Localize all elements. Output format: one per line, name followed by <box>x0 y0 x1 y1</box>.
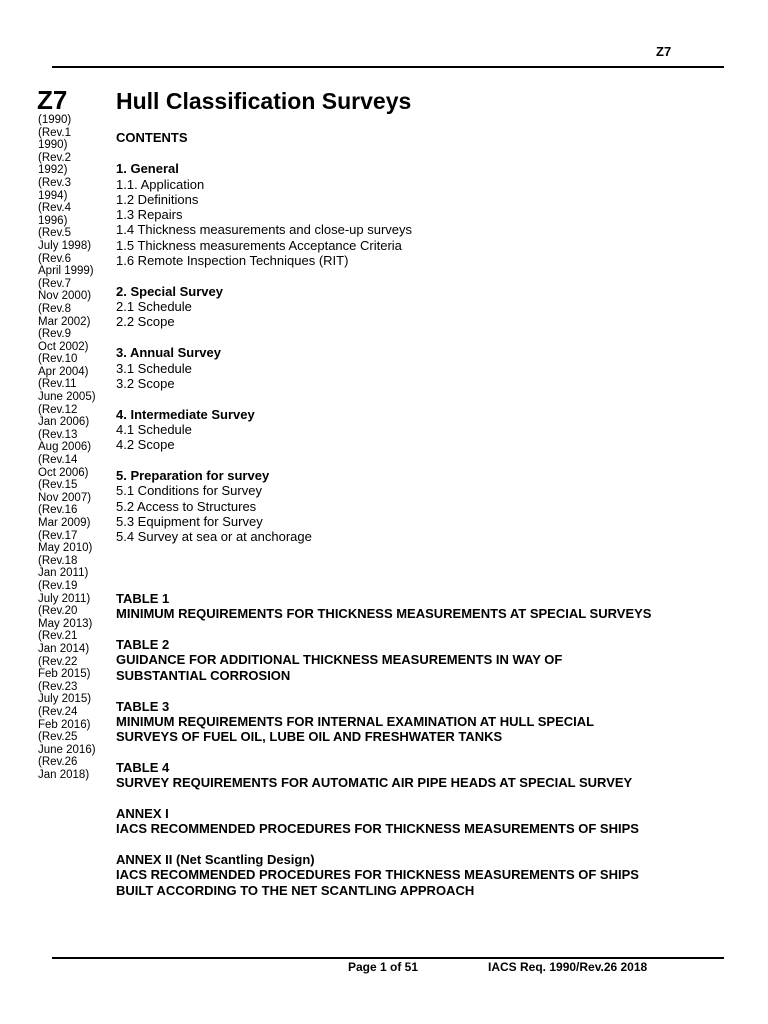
toc-item: 5.2 Access to Structures <box>116 498 257 514</box>
toc-table-title: MINIMUM REQUIREMENTS FOR INTERNAL EXAMINATION AT HULL SPECIAL <box>116 713 595 729</box>
revision-entry: (Rev.17 <box>38 529 78 542</box>
revision-entry: (Rev.25 <box>38 731 78 744</box>
revision-entry: 1994) <box>38 189 68 202</box>
revision-entry: (Rev.4 <box>38 202 72 215</box>
toc-item: 3.1 Schedule <box>116 360 192 376</box>
toc-table-entry <box>116 699 716 745</box>
table-of-contents <box>116 130 716 913</box>
toc-item: 1.1. Application <box>116 176 205 192</box>
revision-entry: June 2016) <box>38 743 96 756</box>
revision-entry: (Rev.19 <box>38 579 78 592</box>
header-document-code: Z7 <box>656 44 672 59</box>
revision-entry: (Rev.14 <box>38 454 78 467</box>
revision-entry: (Rev.16 <box>38 504 78 517</box>
revision-entry: May 2010) <box>38 542 93 555</box>
footer-page-number: Page 1 of 51 <box>348 960 419 974</box>
toc-table-title: IACS RECOMMENDED PROCEDURES FOR THICKNESS MEASUREMENTS OF SHIPS <box>116 821 639 837</box>
toc-table-entry <box>116 852 716 898</box>
toc-table-title: IACS RECOMMENDED PROCEDURES FOR THICKNESS MEASUREMENTS OF SHIPS <box>116 867 639 883</box>
toc-table-title: MINIMUM REQUIREMENTS FOR THICKNESS MEASUREMENTS AT SPECIAL SURVEYS <box>116 606 652 622</box>
toc-section <box>116 345 716 391</box>
toc-table-entry <box>116 760 716 791</box>
toc-section-heading: 5. Preparation for survey <box>116 468 270 484</box>
revision-entry: Feb 2015) <box>38 668 91 681</box>
revision-entry: April 1999) <box>38 265 94 278</box>
revision-entry: Jan 2006) <box>38 416 90 429</box>
toc-item: 5.1 Conditions for Survey <box>116 483 262 499</box>
toc-table-title: BUILT ACCORDING TO THE NET SCANTLING APPROACH <box>116 882 475 898</box>
toc-table-title: SURVEYS OF FUEL OIL, LUBE OIL AND FRESHWATER TANKS <box>116 729 503 745</box>
revision-entry: Oct 2002) <box>38 340 89 353</box>
revision-entry: Feb 2016) <box>38 718 91 731</box>
revision-entry: Jan 2014) <box>38 642 90 655</box>
revision-entry: July 1998) <box>38 239 92 252</box>
revision-entry: Nov 2000) <box>38 290 92 303</box>
toc-item: 1.4 Thickness measurements and close-up surveys <box>116 222 413 238</box>
revision-entry: (Rev.2 <box>38 151 72 164</box>
revision-entry: Mar 2002) <box>38 315 91 328</box>
revision-entry: (Rev.9 <box>38 328 72 341</box>
toc-section-heading: 1. General <box>116 161 179 177</box>
toc-section-heading: 3. Annual Survey <box>116 345 221 361</box>
toc-item: 1.3 Repairs <box>116 207 183 223</box>
revision-entry: Oct 2006) <box>38 466 89 479</box>
revision-entry: 1992) <box>38 164 68 177</box>
toc-item: 3.2 Scope <box>116 375 175 391</box>
toc-sections <box>116 161 716 544</box>
toc-table-label: TABLE 3 <box>116 698 170 714</box>
toc-table-entry <box>116 637 716 683</box>
revision-entry: 1996) <box>38 214 68 227</box>
revision-entry: (Rev.8 <box>38 302 72 315</box>
revision-entry: (Rev.20 <box>38 605 78 618</box>
toc-table-label: TABLE 1 <box>116 591 170 607</box>
revision-entry: Aug 2006) <box>38 441 92 454</box>
toc-item: 1.5 Thickness measurements Acceptance Criteria <box>116 237 402 253</box>
toc-table-title: SUBSTANTIAL CORROSION <box>116 667 291 683</box>
revision-entry: (Rev.15 <box>38 479 78 492</box>
toc-table-title: SURVEY REQUIREMENTS FOR AUTOMATIC AIR PIPE HEADS AT SPECIAL SURVEY <box>116 775 633 791</box>
revision-entry: (Rev.13 <box>38 428 78 441</box>
revision-entry: (Rev.7 <box>38 277 72 290</box>
toc-table-label: ANNEX I <box>116 806 169 821</box>
toc-table-label: TABLE 2 <box>116 637 170 653</box>
revision-entry: (Rev.26 <box>38 756 78 769</box>
revision-entry: (Rev.10 <box>38 353 78 366</box>
toc-section <box>116 161 716 268</box>
footer-reference: IACS Req. 1990/Rev.26 2018 <box>488 960 648 974</box>
revision-entry: 1990) <box>38 139 68 152</box>
revision-history <box>38 114 118 781</box>
toc-section <box>116 284 716 330</box>
toc-spacer <box>116 560 716 591</box>
revision-entry: July 2015) <box>38 693 92 706</box>
toc-table-title: GUIDANCE FOR ADDITIONAL THICKNESS MEASUREMENTS IN WAY OF <box>116 652 563 668</box>
toc-table-label: ANNEX II (Net Scantling Design) <box>116 852 315 868</box>
toc-section <box>116 407 716 453</box>
toc-table-label: TABLE 4 <box>116 759 170 775</box>
toc-item: 5.3 Equipment for Survey <box>116 513 263 529</box>
revision-entry: July 2011) <box>38 592 91 605</box>
toc-tables-annexes <box>116 591 716 898</box>
revision-entry: (Rev.3 <box>38 176 72 189</box>
revision-entry: Nov 2007) <box>38 491 92 504</box>
toc-item: 4.2 Scope <box>116 437 175 453</box>
footer-rule <box>52 957 724 959</box>
toc-item: 4.1 Schedule <box>116 421 192 437</box>
contents-label: CONTENTS <box>116 130 188 145</box>
toc-item: 2.1 Schedule <box>116 299 192 315</box>
header-rule <box>52 66 724 68</box>
toc-section-heading: 4. Intermediate Survey <box>116 406 255 422</box>
revision-entry: (1990) <box>38 114 72 126</box>
revision-entry: (Rev.1 <box>38 126 72 139</box>
revision-entry: June 2005) <box>38 391 96 404</box>
revision-entry: (Rev.6 <box>38 252 72 265</box>
toc-item: 2.2 Scope <box>116 314 175 330</box>
revision-entry: (Rev.24 <box>38 705 78 718</box>
revision-entry: (Rev.21 <box>38 630 78 643</box>
revision-entry: Apr 2004) <box>38 365 89 378</box>
revision-entry: Mar 2009) <box>38 517 91 529</box>
page-title: Hull Classification Surveys <box>116 88 412 114</box>
revision-entry: (Rev.23 <box>38 680 78 693</box>
toc-item: 1.2 Definitions <box>116 191 199 207</box>
toc-section <box>116 468 716 544</box>
document-code: Z7 <box>37 85 68 115</box>
revision-entry: (Rev.18 <box>38 554 78 567</box>
toc-section-heading: 2. Special Survey <box>116 283 223 299</box>
revision-entry: Jan 2018) <box>38 768 90 781</box>
toc-table-entry <box>116 591 716 622</box>
revision-entry: Jan 2011) <box>38 567 89 580</box>
revision-entry: (Rev.22 <box>38 655 78 668</box>
revision-entry: (Rev.11 <box>38 378 77 391</box>
revision-entry: May 2013) <box>38 617 93 630</box>
toc-table-entry <box>116 806 716 837</box>
toc-item: 5.4 Survey at sea or at anchorage <box>116 529 312 545</box>
revision-entry: (Rev.5 <box>38 227 72 240</box>
toc-item: 1.6 Remote Inspection Techniques (RIT) <box>116 253 349 269</box>
revision-entry: (Rev.12 <box>38 403 78 416</box>
